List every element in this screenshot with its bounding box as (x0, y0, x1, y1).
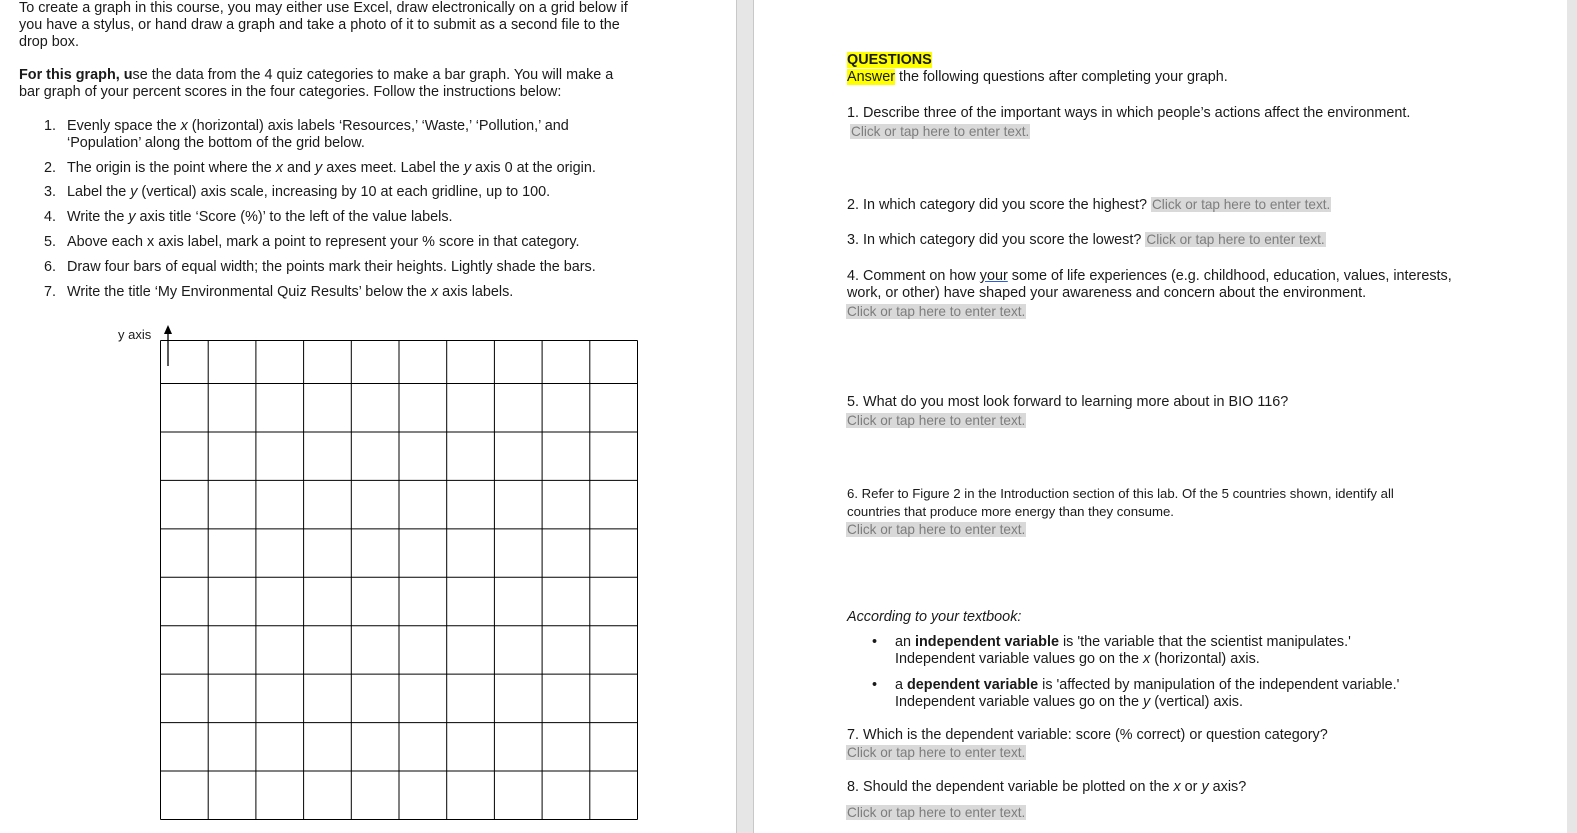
answer-6-field[interactable]: Click or tap here to enter text. (847, 522, 1026, 537)
answer-3-field[interactable]: Click or tap here to enter text. (1146, 232, 1325, 247)
instruction-4-number: 4. (44, 209, 57, 225)
instruction-7: Write the title ‘My Environmental Quiz Results’ below the x axis labels. (67, 284, 514, 300)
dependent-variable-axis: Independent variable values go on the y (vertical) axis. (895, 694, 1243, 710)
instruction-1-line-2: ‘Population’ along the bottom of the grid below. (67, 135, 365, 151)
instruction-1: Evenly space the x (horizontal) axis labels ‘Resources,’ ‘Waste,’ ‘Pollution,’ and (67, 118, 569, 134)
your-word-flagged: your (979, 268, 1008, 284)
question-6-line-2: countries that produce more energy than they consume. (847, 504, 1174, 519)
answer-5-field[interactable]: Click or tap here to enter text. (847, 413, 1026, 428)
answer-4-field[interactable]: Click or tap here to enter text. (847, 304, 1026, 319)
question-7: 7. Which is the dependent variable: score (% correct) or question category? (847, 727, 1328, 743)
instruction-6: Draw four bars of equal width; the points mark their heights. Lightly shade the bars. (67, 259, 596, 275)
instruction-3-number: 3. (44, 184, 57, 200)
document-page-left (0, 0, 736, 833)
textbook-intro: According to your textbook: (847, 609, 1022, 625)
graph-lead-line-1 (19, 67, 613, 84)
intro-line-2: you have a stylus, or hand draw a graph and take a photo of it to submit as a second file to the (19, 17, 620, 33)
independent-variable-def: an independent variable is 'the variable that the scientist manipulates.' (895, 634, 1351, 650)
answer-2-field[interactable]: Click or tap here to enter text. (1151, 197, 1331, 212)
graph-lead-bold: For this graph, u (19, 67, 133, 83)
page-edge-left (736, 0, 737, 833)
independent-variable-axis: Independent variable values go on the x (horizontal) axis. (895, 651, 1260, 667)
graph-lead-rest-1: se the data from the 4 quiz categories to make a bar graph. You will make a (132, 67, 614, 83)
question-2: 2. In which category did you score the highest? Click or tap here to enter text. (847, 197, 1331, 213)
answer-7-field[interactable]: Click or tap here to enter text. (847, 745, 1026, 760)
answer-1-field[interactable]: Click or tap here to enter text. (851, 124, 1030, 139)
instruction-2: The origin is the point where the x and y axes meet. Label the y axis 0 at the origin. (67, 160, 596, 176)
intro-line-3: drop box. (19, 34, 80, 50)
instruction-1-number: 1. (44, 118, 57, 134)
graph-grid-lines (160, 340, 638, 820)
answer-word: Answer (847, 69, 895, 85)
question-4-line-2: work, or other) have shaped your awareness and concern about the environment. (847, 285, 1367, 301)
answer-instruction: Answer the following questions after completing your graph. (847, 69, 1228, 85)
instruction-2-number: 2. (44, 160, 57, 176)
question-6-line-1: 6. Refer to Figure 2 in the Introduction section of this lab. Of the 5 countries shown, identify all (847, 486, 1394, 501)
y-axis-label: y axis (118, 327, 152, 342)
instruction-6-number: 6. (44, 259, 57, 275)
question-5: 5. What do you most look forward to learning more about in BIO 116? (847, 394, 1289, 410)
question-4-line-1: 4. Comment on how your some of life experiences (e.g. childhood, education, values, interests, (847, 268, 1452, 284)
instruction-7-number: 7. (44, 284, 57, 300)
instruction-3: Label the y (vertical) axis scale, increasing by 10 at each gridline, up to 100. (67, 184, 551, 200)
instruction-5: Above each x axis label, mark a point to represent your % score in that category. (67, 234, 580, 250)
answer-8-field[interactable]: Click or tap here to enter text. (847, 805, 1026, 820)
intro-line-1: To create a graph in this course, you may either use Excel, draw electronically on a grid below if (19, 0, 628, 16)
bullet-icon: • (872, 677, 878, 693)
questions-heading: QUESTIONS (847, 52, 932, 68)
instruction-5-number: 5. (44, 234, 57, 250)
dependent-variable-def: a dependent variable is 'affected by manipulation of the independent variable.' (895, 677, 1400, 693)
graph-lead-line-2: bar graph of your percent scores in the four categories. Follow the instructions below: (19, 84, 562, 100)
question-3: 3. In which category did you score the lowest? Click or tap here to enter text. (847, 232, 1325, 248)
bullet-icon: • (872, 634, 878, 650)
graph-grid[interactable] (160, 340, 638, 820)
instruction-4: Write the y axis title ‘Score (%)’ to the left of the value labels. (67, 209, 453, 225)
question-1: 1. Describe three of the important ways in which people’s actions affect the environment. (847, 105, 1411, 121)
question-8: 8. Should the dependent variable be plotted on the x or y axis? (847, 779, 1247, 795)
